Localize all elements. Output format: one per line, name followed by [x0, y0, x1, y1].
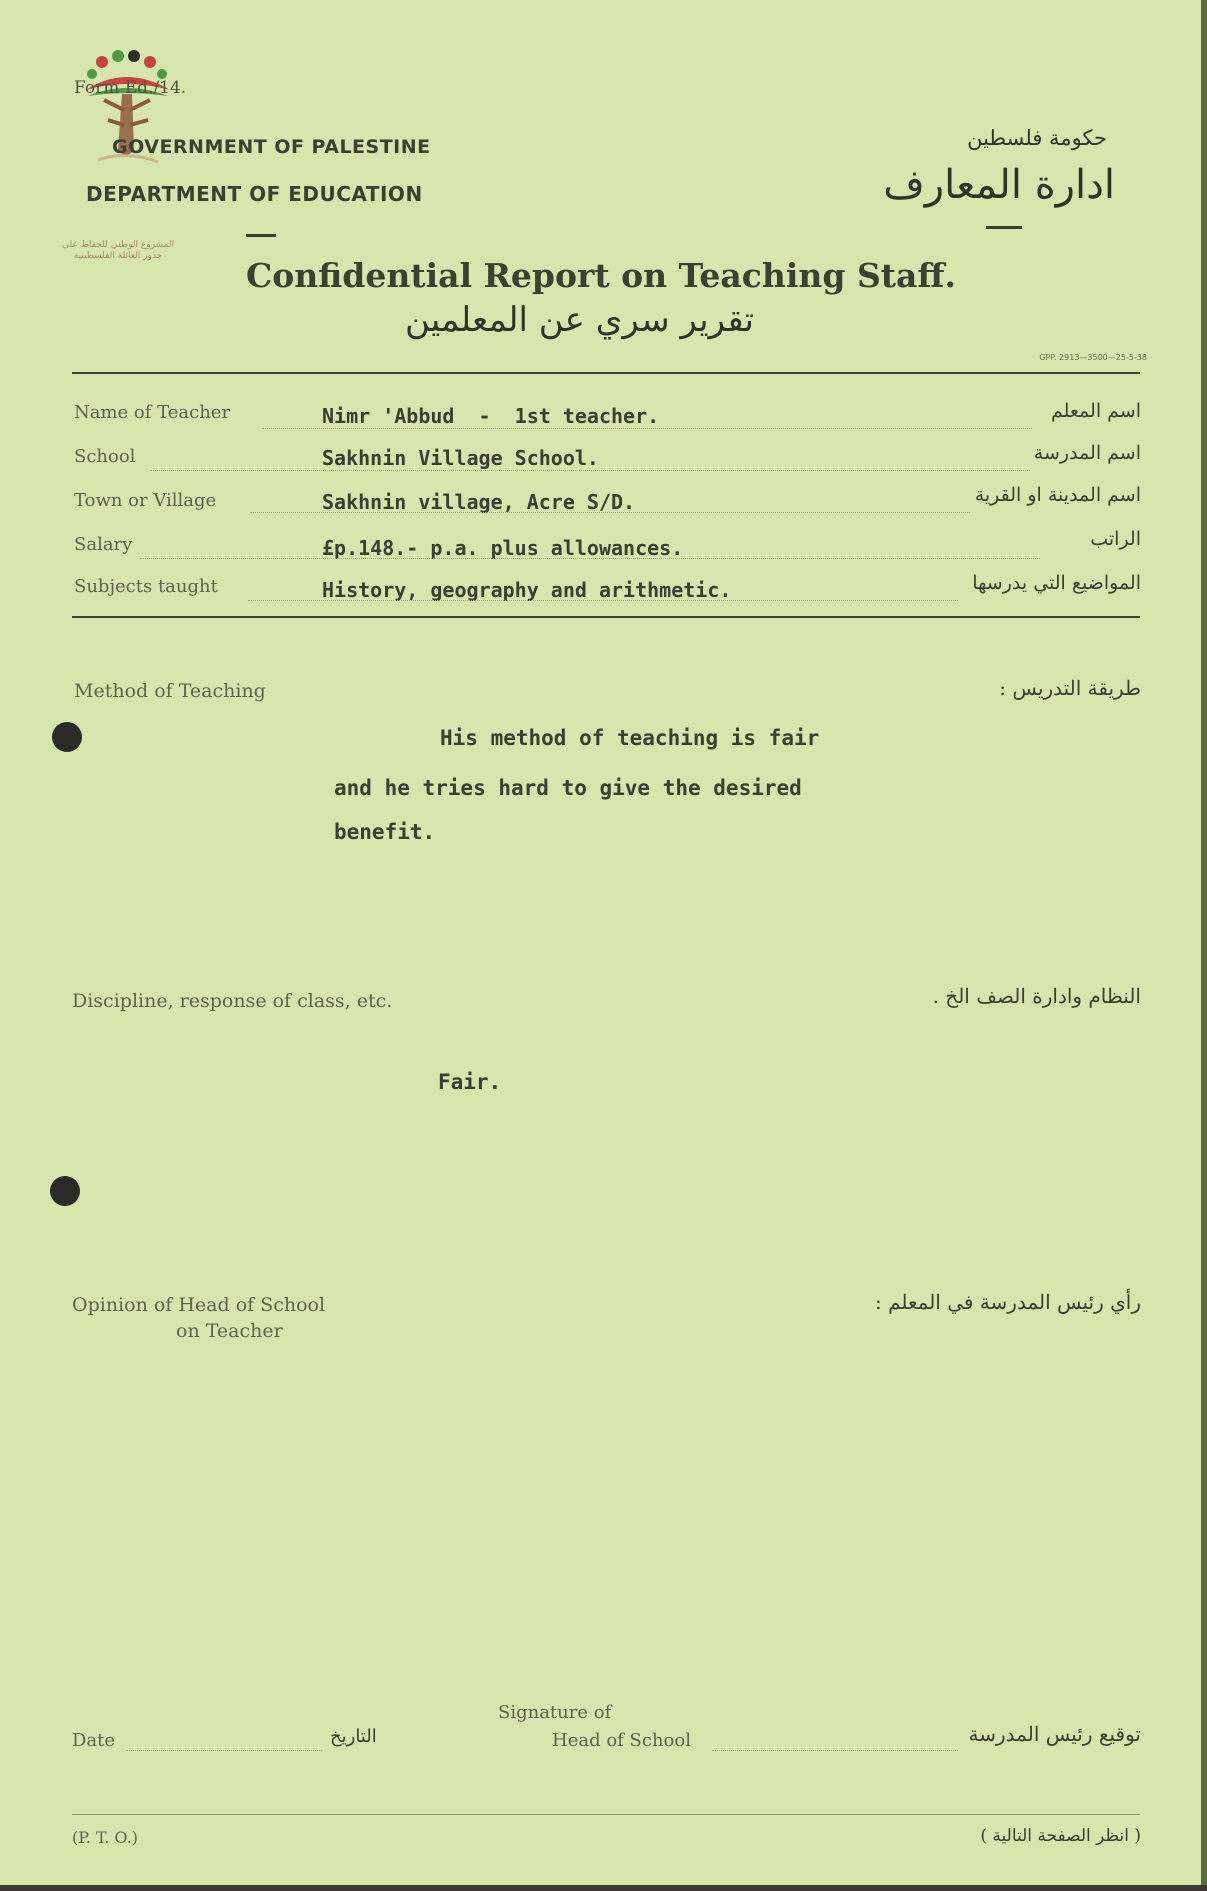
report-title-ar: تقرير سري عن المعلمين	[405, 300, 755, 340]
print-code: GPP. 2913—3500—25-5-38	[1039, 353, 1147, 362]
label-salary: Salary	[74, 534, 133, 555]
label-town-or-village: Town or Village	[74, 490, 217, 511]
details-bottom-rule	[72, 616, 1140, 618]
top-rule	[72, 372, 1140, 374]
method-text-line-1: His method of teaching is fair	[440, 726, 820, 750]
signature-label-ar: توقيع رئيس المدرسة	[968, 1722, 1141, 1746]
method-text-line-3: benefit.	[334, 820, 436, 844]
dotted-line	[140, 558, 1040, 559]
label-school-ar: اسم المدرسة	[1033, 442, 1141, 464]
government-heading-en: GOVERNMENT OF PALESTINE	[112, 136, 431, 158]
dotted-line	[150, 470, 1030, 471]
divider-dash	[246, 234, 276, 237]
department-heading-ar: ادارة المعارف	[883, 162, 1115, 208]
date-label-ar: التاريخ	[330, 1726, 377, 1747]
punch-hole	[50, 1176, 80, 1206]
discipline-value: Fair.	[438, 1070, 502, 1094]
label-name-of-teacher: Name of Teacher	[74, 402, 231, 423]
signature-label-line-1: Signature of	[498, 1702, 612, 1723]
logo-caption: المشروع الوطني للحفاظ على جذور العائلة الفلسطينية	[61, 240, 174, 261]
pto-ar: ( انظر الصفحة التالية )	[980, 1826, 1141, 1846]
dotted-line	[262, 428, 1032, 429]
value-subjects-taught: History, geography and arithmetic.	[322, 578, 732, 602]
date-line	[126, 1750, 322, 1751]
discipline-label: Discipline, response of class, etc.	[72, 990, 393, 1012]
family-tree-logo	[78, 50, 178, 180]
method-text-line-2: and he tries hard to give the desired	[334, 776, 802, 800]
value-salary: £p.148.- p.a. plus allowances.	[322, 536, 684, 560]
department-heading-en: DEPARTMENT OF EDUCATION	[86, 182, 423, 206]
report-title-en: Confidential Report on Teaching Staff.	[246, 256, 956, 295]
government-heading-ar: حكومة فلسطين	[967, 126, 1107, 150]
footer-rule	[72, 1814, 1140, 1815]
label-school: School	[74, 446, 136, 467]
dotted-line	[250, 512, 970, 513]
opinion-label-line-1: Opinion of Head of School	[72, 1294, 326, 1316]
signature-line	[712, 1750, 958, 1751]
method-of-teaching-label-ar: طريقة التدريس :	[999, 676, 1141, 700]
discipline-label-ar: النظام وادارة الصف الخ .	[932, 984, 1141, 1008]
method-of-teaching-label: Method of Teaching	[74, 680, 266, 702]
label-name-of-teacher-ar: اسم المعلم	[1050, 400, 1141, 422]
punch-hole	[52, 722, 82, 752]
page-edge-bottom	[0, 1885, 1207, 1891]
value-school: Sakhnin Village School.	[322, 446, 599, 470]
divider-dash	[986, 226, 1022, 229]
value-town-or-village: Sakhnin village, Acre S/D.	[322, 490, 636, 514]
label-salary-ar: الراتب	[1090, 528, 1141, 550]
form-number: Form Ed./14.	[74, 78, 187, 98]
date-label: Date	[72, 1730, 116, 1751]
opinion-label-ar: رأي رئيس المدرسة في المعلم :	[874, 1290, 1141, 1314]
signature-label-line-2: Head of School	[552, 1730, 691, 1751]
page-edge-right	[1201, 0, 1207, 1891]
pto-en: (P. T. O.)	[72, 1828, 138, 1847]
opinion-label-line-2: on Teacher	[176, 1320, 283, 1342]
label-subjects-taught: Subjects taught	[74, 576, 218, 597]
label-subjects-taught-ar: المواضيع التي يدرسها	[972, 572, 1141, 594]
label-town-or-village-ar: اسم المدينة او القرية	[974, 484, 1141, 506]
dotted-line	[248, 600, 958, 601]
value-name-of-teacher: Nimr 'Abbud - 1st teacher.	[322, 404, 660, 428]
